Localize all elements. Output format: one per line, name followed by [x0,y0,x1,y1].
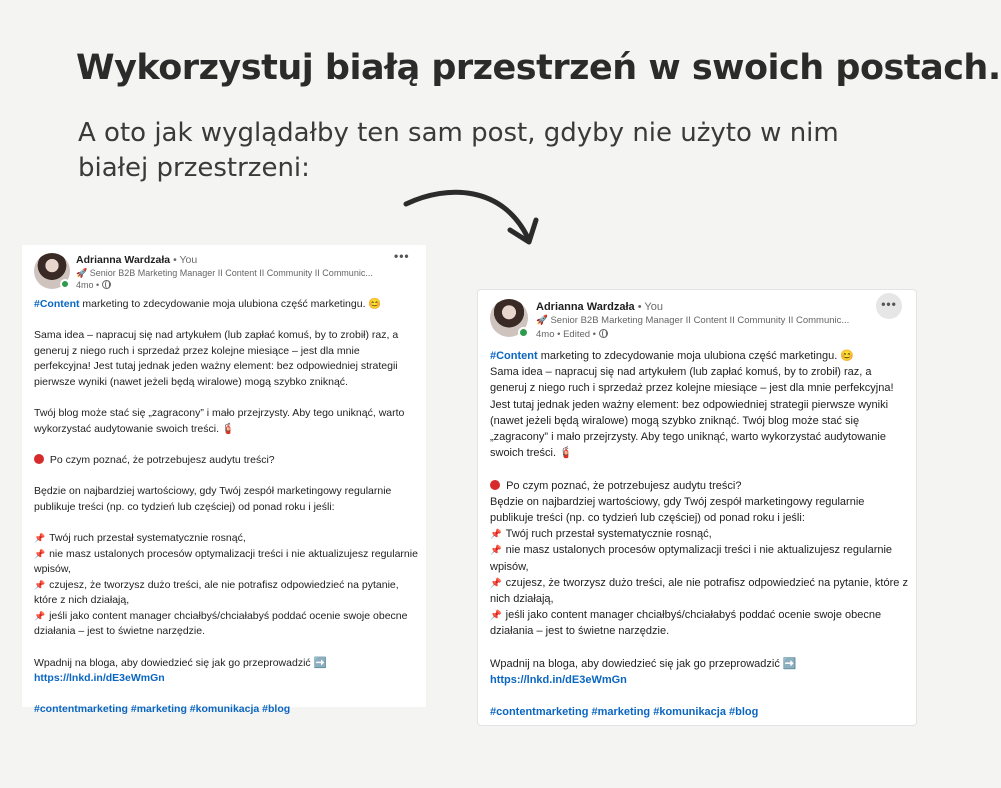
post-card-with-whitespace [22,245,426,716]
list-item: 📌 Twój ruch przestał systematycznie rosnąć, [490,528,712,541]
list-item: 📌 nie masz ustalonych procesów optymalizacji treści i nie aktualizujesz regularnie wpisów, [490,544,893,573]
post-paragraph: Twój blog może stać się „zagracony” i mało przejrzysty. Aby tego uniknąć, warto wykorzystać audytowanie swoich treści. 🧯 [34,407,405,435]
post-header [478,290,916,340]
pushpin-icon: 📌 [34,532,46,543]
online-status-icon [518,327,529,338]
post-card-without-whitespace [477,289,917,726]
online-status-icon [60,279,70,289]
post-body [490,348,908,721]
post-link[interactable]: https://lnkd.in/dE3eWmGn [34,672,165,685]
post-question: Po czym poznać, że potrzebujesz audytu treści? [490,478,908,494]
post-paragraph: Sama idea – napracuj się nad artykułem (lub zapłać komuś, by to zrobił) raz, a generuj z niego ruch i sprzedaż przez kolejne miesiące – jest dla mnie perfekcyjna! Jest tutaj jednak jeden ważny element: bez odpowiedniej strategii pierwsze wyniki (nawet jeżeli będą wiralowe) mogą szybko zniknąć. Twój blog może stać się „zagracony” i mało przejrzysty. Aby tego uniknąć, warto wykorzystać audytowanie swoich treści. 🧯 [490,366,894,460]
post-header [22,245,426,289]
hashtag-link[interactable]: #Content [490,350,538,362]
list-item: 📌 jeśli jako content manager chciałbyś/chciałabyś poddać ocenie swoje obecne działania – jest to świetne narzędzie. [34,609,408,638]
author-headline: 🚀 Senior B2B Marketing Manager II Content II Community II Communic... [536,315,850,326]
post-link[interactable]: https://lnkd.in/dE3eWmGn [490,674,627,687]
pushpin-icon: 📌 [490,577,502,588]
post-intro: #Content marketing to zdecydowanie moja ulubiona część marketingu. 😊 [34,298,382,310]
page-title: Wykorzystuj białą przestrzeń w swoich postach. [76,48,1001,88]
post-cta: Wpadnij na bloga, aby dowiedzieć się jak go przeprowadzić ➡️ [34,656,327,669]
pushpin-icon: 📌 [34,548,46,559]
list-item: 📌 Twój ruch przestał systematycznie rosnąć, [34,531,246,544]
post-time: 4mo • [76,280,111,290]
list-item: 📌 czujesz, że tworzysz dużo treści, ale nie potrafisz odpowiedzieć na pytanie, które z nich działają, [490,576,908,606]
red-circle-icon [34,454,44,464]
pushpin-icon: 📌 [490,610,502,621]
pushpin-icon: 📌 [34,579,46,590]
post-paragraph: Sama idea – napracuj się nad artykułem (lub zapłać komuś, by to zrobił) raz, a generuj z niego ruch i sprzedaż przez kolejne miesiące – jest dla mnie perfekcyjna! Jest tutaj jednak jeden ważny element: bez odpowiedniej strategii pierwsze wyniki (nawet jeżeli będą wiralowe) mogą szybko zniknąć. [34,329,399,388]
pushpin-icon: 📌 [490,529,502,540]
more-options-button[interactable]: ••• [876,293,902,319]
pushpin-icon: 📌 [34,610,46,621]
post-hashtags[interactable]: #contentmarketing #marketing #komunikacja #blog [490,706,759,719]
globe-icon [599,329,608,338]
post-question: Po czym poznać, że potrzebujesz audytu treści? [34,453,419,469]
hashtag-link[interactable]: #Content [34,298,80,310]
post-paragraph: Będzie on najbardziej wartościowy, gdy Twój zespół marketingowy regularnie publikuje treści (np. co tydzień lub częściej) od ponad roku i jeśli: [490,495,865,525]
post-paragraph: Będzie on najbardziej wartościowy, gdy Twój zespół marketingowy regularnie publikuje treści (np. co tydzień lub częściej) od ponad roku i jeśli: [34,485,392,513]
author-name[interactable]: Adrianna Wardzała • You [76,254,198,266]
post-body [34,297,419,718]
list-item: 📌 jeśli jako content manager chciałbyś/chciałabyś poddać ocenie swoje obecne działania – jest to świetne narzędzie. [490,609,882,638]
globe-icon [102,280,111,289]
author-headline: 🚀 Senior B2B Marketing Manager II Content II Community II Communic... [76,268,373,278]
red-circle-icon [490,480,500,490]
page-subtitle: A oto jak wyglądałby ten sam post, gdyby nie użyto w nim białej przestrzeni: [78,118,839,183]
list-item: 📌 czujesz, że tworzysz dużo treści, ale nie potrafisz odpowiedzieć na pytanie, które z nich działają, [34,578,399,607]
pushpin-icon: 📌 [490,545,502,556]
post-hashtags[interactable]: #contentmarketing #marketing #komunikacja #blog [34,703,291,716]
more-options-button[interactable]: ••• [394,249,410,263]
post-cta: Wpadnij na bloga, aby dowiedzieć się jak go przeprowadzić ➡️ [490,657,797,670]
list-item: 📌 nie masz ustalonych procesów optymalizacji treści i nie aktualizujesz regularnie wpisów, [34,547,418,576]
author-name[interactable]: Adrianna Wardzała • You [536,301,663,313]
post-intro: #Content marketing to zdecydowanie moja ulubiona część marketingu. 😊 [490,350,855,362]
post-time: 4mo • Edited • [536,329,608,340]
